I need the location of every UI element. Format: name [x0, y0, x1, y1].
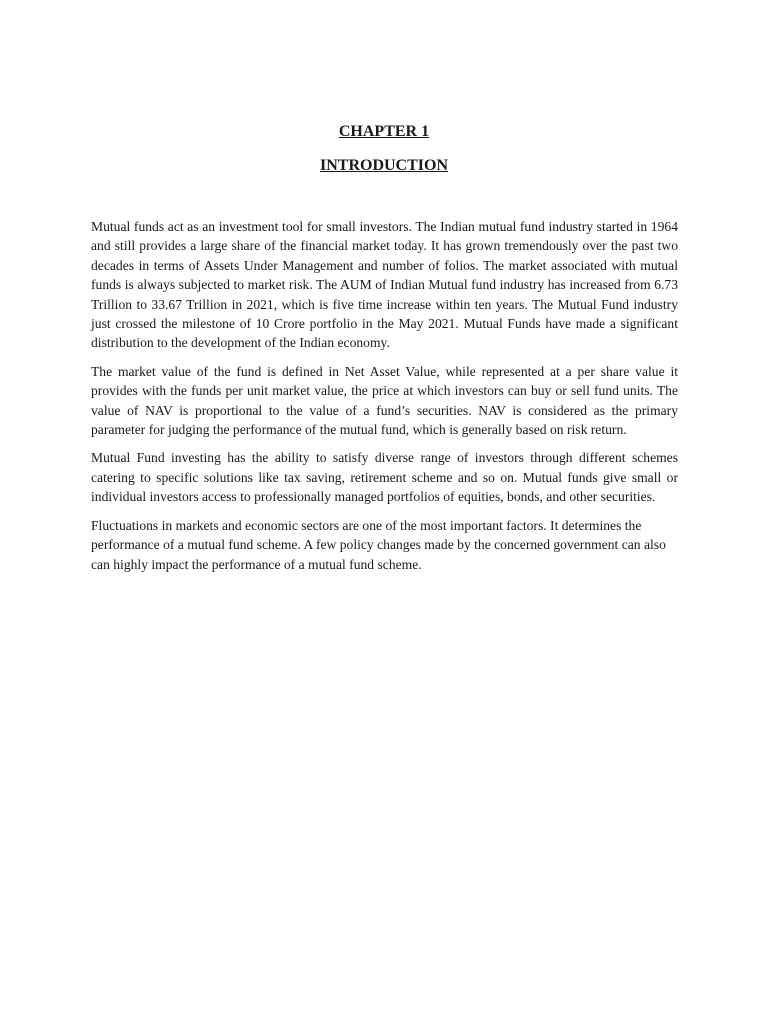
paragraph-4: Fluctuations in markets and economic sectors are one of the most important factors. It determines the performance of a mutual fund scheme. A few policy changes made by the concerned government can also can highly impact the performance of a mutual fund scheme. [91, 517, 666, 572]
paragraph-1: Mutual funds act as an investment tool for small investors. The Indian mutual fund industry started in 1964 and still provides a large share of the financial market today. It has grown tremendously over the past two decades in terms of Assets Under Management and number of folios. The market associated with mutual funds is always subjected to market risk. The AUM of Indian Mutual fund industry has increased from 6.73 Trillion to 33.67 Trillion in 2021, which is five time increase within ten years. The Mutual Fund industry just crossed the milestone of 10 Crore portfolio in the May 2021. Mutual Funds have made a significant distribution to the development of the Indian economy. [91, 219, 678, 351]
chapter-title: INTRODUCTION [319, 157, 448, 174]
chapter-label: CHAPTER 1 [338, 123, 430, 140]
body-text [91, 217, 678, 583]
paragraph-2: The market value of the fund is defined in Net Asset Value, while represented at a per share value it provides with the funds per unit market value, the price at which investors can buy or sell fund units. The value of NAV is proportional to the value of a fund’s securities. NAV is considered as the primary parameter for judging the performance of the mutual fund, which is generally based on risk return. [91, 363, 678, 438]
paragraph-3: Mutual Fund investing has the ability to satisfy diverse range of investors through different schemes catering to specific solutions like tax saving, retirement scheme and so on. Mutual funds give small or individual investors access to professionally managed portfolios of equities, bonds, and other securities. [91, 450, 678, 505]
